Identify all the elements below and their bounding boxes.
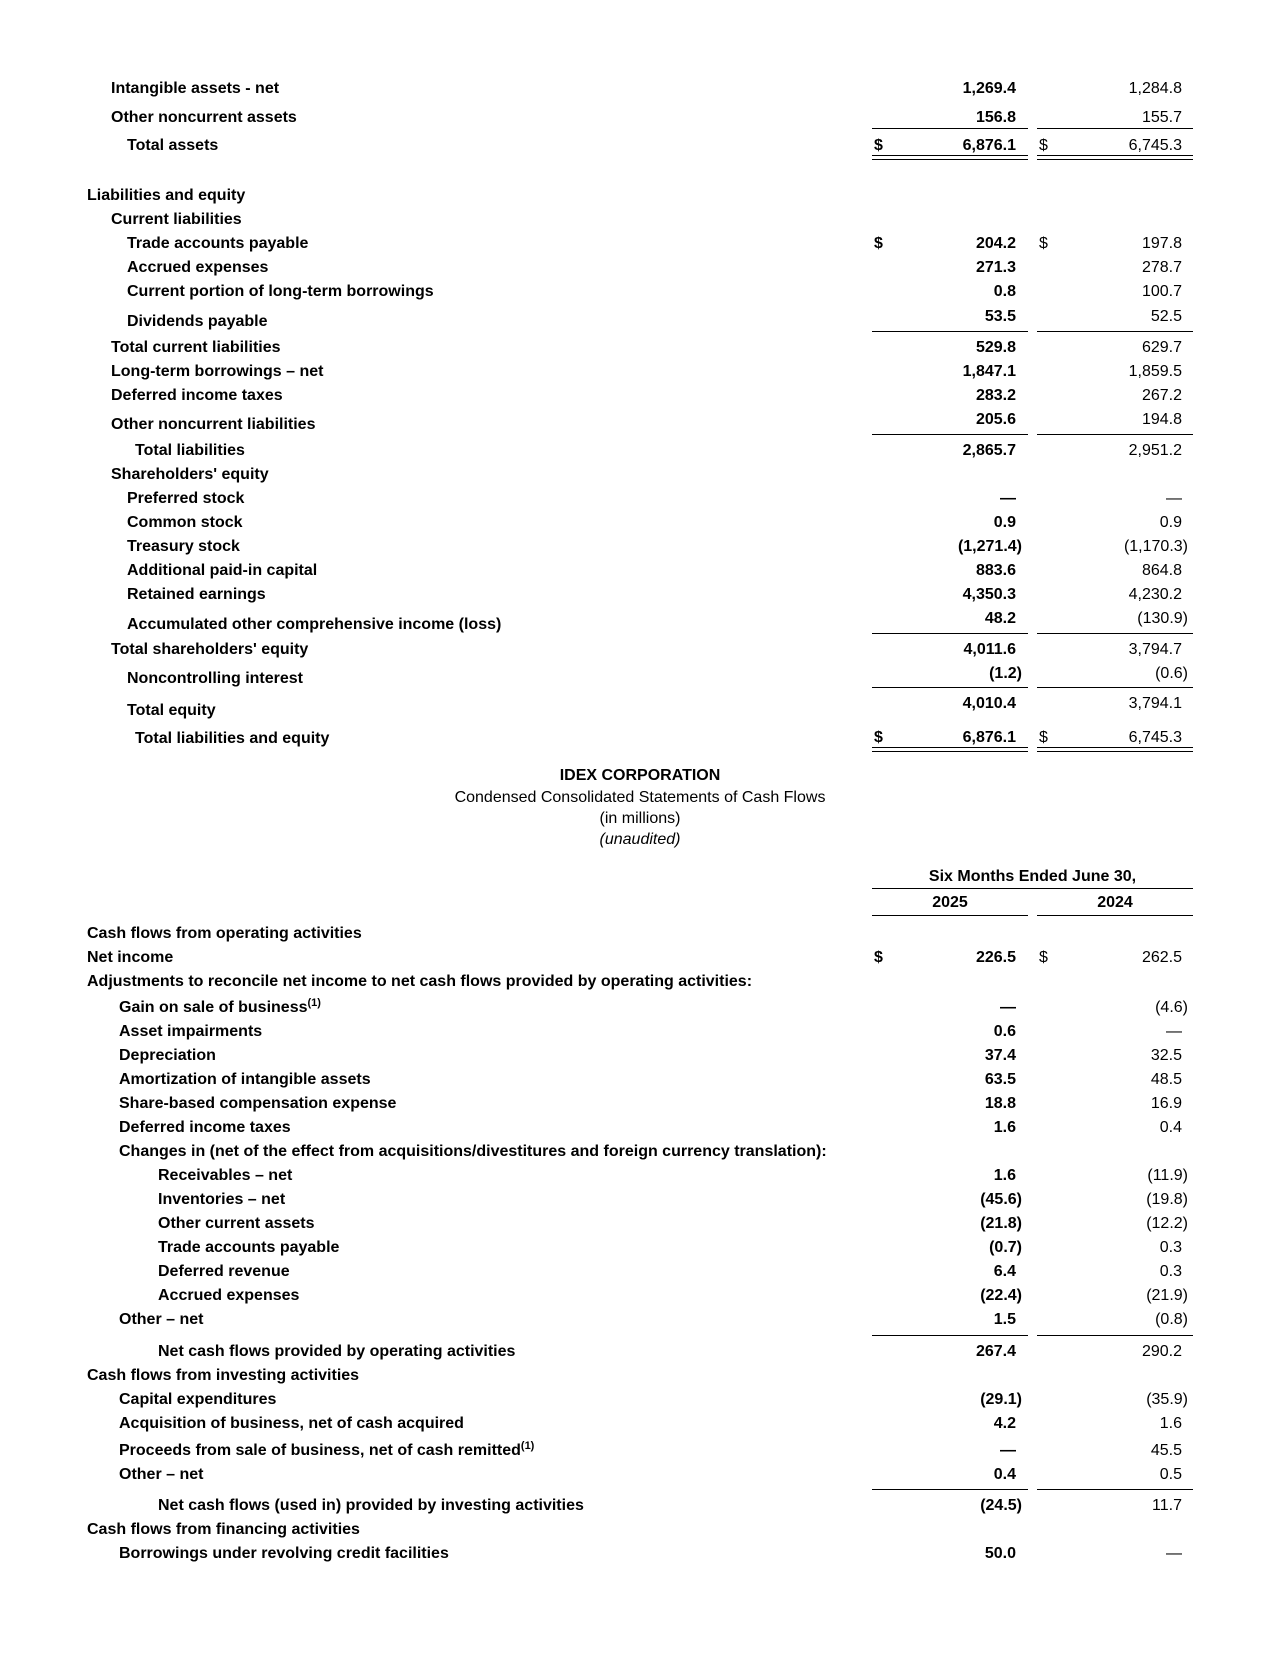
row-label: Net cash flows provided by operating activities bbox=[158, 1343, 516, 1360]
row-label: Preferred stock bbox=[127, 490, 245, 507]
subtotal-rule bbox=[1037, 687, 1193, 688]
row-other-net bbox=[0, 1308, 1280, 1332]
value-2024: 11.7 bbox=[1152, 1497, 1182, 1514]
section-liabilities-equity bbox=[0, 184, 1280, 208]
value-2025: (24.5) bbox=[980, 1497, 1022, 1514]
year-header-2025: 2025 bbox=[932, 894, 968, 911]
section-investing bbox=[0, 1364, 1280, 1388]
row-label: Other – net bbox=[119, 1466, 204, 1483]
value-2025: (1,271.4) bbox=[957, 538, 1022, 555]
value-2025: 0.6 bbox=[993, 1023, 1016, 1040]
value-2025: 226.5 bbox=[975, 949, 1016, 966]
value-2024: 0.3 bbox=[1159, 1263, 1182, 1280]
row-label: Total shareholders' equity bbox=[111, 641, 309, 658]
value-2025: 883.6 bbox=[975, 562, 1016, 579]
row-label: Total liabilities and equity bbox=[135, 730, 330, 747]
currency-symbol: $ bbox=[874, 235, 883, 252]
value-2025: 267.4 bbox=[975, 1343, 1016, 1360]
value-2024: — bbox=[1166, 1545, 1182, 1562]
section-operating bbox=[0, 922, 1280, 946]
row-proceeds-sale bbox=[0, 1439, 1280, 1463]
value-2024: — bbox=[1166, 490, 1182, 507]
row-inventories bbox=[0, 1188, 1280, 1212]
value-2024: 197.8 bbox=[1141, 235, 1182, 252]
value-2025: 53.5 bbox=[984, 308, 1016, 325]
row-label: Treasury stock bbox=[127, 538, 240, 555]
subtotal-rule bbox=[872, 331, 1028, 332]
row-deferred-revenue bbox=[0, 1260, 1280, 1284]
value-2024: (4.6) bbox=[1155, 999, 1188, 1016]
row-other-current-assets bbox=[0, 1212, 1280, 1236]
value-2024: 3,794.1 bbox=[1128, 695, 1182, 712]
row-label: Total current liabilities bbox=[111, 339, 281, 356]
row-label: Total assets bbox=[127, 137, 219, 154]
row-investing-other-net bbox=[0, 1463, 1280, 1487]
row-label: Other – net bbox=[119, 1311, 204, 1328]
value-2025: 0.4 bbox=[993, 1466, 1016, 1483]
header-rule bbox=[1037, 915, 1193, 916]
row-label: Net cash flows (used in) provided by investing activities bbox=[158, 1497, 584, 1514]
value-2024: 278.7 bbox=[1141, 259, 1182, 276]
row-aoci bbox=[0, 607, 1280, 631]
value-2024: 6,745.3 bbox=[1128, 729, 1182, 746]
total-double-rule bbox=[1037, 747, 1193, 752]
value-2024: 194.8 bbox=[1141, 411, 1182, 428]
value-2025: 6,876.1 bbox=[962, 137, 1016, 154]
section-title: Changes in (net of the effect from acquisitions/divestitures and foreign currency translation): bbox=[119, 1143, 827, 1160]
value-2024: (21.9) bbox=[1146, 1287, 1188, 1304]
row-deferred-income-taxes bbox=[0, 384, 1280, 408]
value-2024: (1,170.3) bbox=[1123, 538, 1188, 555]
row-depreciation bbox=[0, 1044, 1280, 1068]
value-2025: 6.4 bbox=[993, 1263, 1016, 1280]
row-total-current-liabilities bbox=[0, 336, 1280, 360]
footnote-marker: (1) bbox=[307, 997, 321, 1009]
value-2025: 204.2 bbox=[975, 235, 1016, 252]
row-preferred-stock bbox=[0, 487, 1280, 511]
row-acquisition bbox=[0, 1412, 1280, 1436]
label-text: Gain on sale of business bbox=[119, 999, 308, 1016]
currency-symbol: $ bbox=[874, 137, 883, 154]
subtotal-rule bbox=[872, 1335, 1028, 1336]
row-net-income bbox=[0, 946, 1280, 970]
row-intangible-assets bbox=[0, 77, 1280, 101]
value-2024: (0.6) bbox=[1155, 665, 1188, 682]
value-2024: 290.2 bbox=[1141, 1343, 1182, 1360]
row-label: Inventories – net bbox=[158, 1191, 286, 1208]
row-other-noncurrent-liabilities bbox=[0, 408, 1280, 432]
section-title: Current liabilities bbox=[111, 211, 242, 228]
value-2025: 2,865.7 bbox=[962, 442, 1016, 459]
value-2024: 2,951.2 bbox=[1128, 442, 1182, 459]
row-label: Deferred income taxes bbox=[111, 387, 283, 404]
value-2025: 37.4 bbox=[984, 1047, 1016, 1064]
currency-symbol: $ bbox=[1039, 729, 1048, 746]
value-2024: 155.7 bbox=[1141, 109, 1182, 126]
value-2024: (11.9) bbox=[1147, 1167, 1188, 1184]
section-title: Adjustments to reconcile net income to net cash flows provided by operating activities: bbox=[87, 973, 753, 990]
row-current-borrowings bbox=[0, 280, 1280, 304]
value-2025: 156.8 bbox=[975, 109, 1016, 126]
subtotal-rule bbox=[1037, 434, 1193, 435]
value-2024: 0.3 bbox=[1159, 1239, 1182, 1256]
value-2024: 48.5 bbox=[1150, 1071, 1182, 1088]
value-2025: (21.8) bbox=[980, 1215, 1022, 1232]
row-revolver-borrowings bbox=[0, 1542, 1280, 1566]
value-2024: 0.4 bbox=[1159, 1119, 1182, 1136]
statement-audit-status: (unaudited) bbox=[599, 831, 681, 848]
value-2024: 52.5 bbox=[1150, 308, 1182, 325]
row-net-operating bbox=[0, 1340, 1280, 1364]
value-2024: 629.7 bbox=[1141, 339, 1182, 356]
value-2024: 3,794.7 bbox=[1128, 641, 1182, 658]
period-header: Six Months Ended June 30, bbox=[928, 868, 1137, 885]
value-2025: 6,876.1 bbox=[962, 729, 1016, 746]
section-adjustments bbox=[0, 970, 1280, 994]
value-2025: (45.6) bbox=[980, 1191, 1022, 1208]
value-2024: 1,859.5 bbox=[1128, 363, 1182, 380]
value-2024: 45.5 bbox=[1150, 1442, 1182, 1459]
currency-symbol: $ bbox=[874, 729, 883, 746]
row-total-equity bbox=[0, 692, 1280, 719]
value-2025: 4,011.6 bbox=[963, 641, 1016, 658]
value-2024: — bbox=[1166, 1023, 1182, 1040]
row-label: Intangible assets - net bbox=[111, 80, 280, 97]
row-share-based-comp bbox=[0, 1092, 1280, 1116]
value-2025: 50.0 bbox=[984, 1545, 1016, 1562]
value-2025: (1.2) bbox=[989, 665, 1022, 682]
row-label: Other noncurrent liabilities bbox=[111, 416, 316, 433]
row-label: Share-based compensation expense bbox=[119, 1095, 397, 1112]
row-label: Total equity bbox=[127, 702, 216, 719]
section-current-liabilities bbox=[0, 208, 1280, 232]
statement-title: Condensed Consolidated Statements of Cash Flows bbox=[454, 789, 826, 806]
section-working-capital-changes bbox=[0, 1140, 1280, 1164]
row-label: Deferred income taxes bbox=[119, 1119, 291, 1136]
value-2025: 529.8 bbox=[975, 339, 1016, 356]
row-label: Accrued expenses bbox=[127, 259, 269, 276]
row-treasury-stock bbox=[0, 535, 1280, 559]
value-2024: (12.2) bbox=[1146, 1215, 1188, 1232]
row-label bbox=[119, 1442, 534, 1460]
row-label: Deferred revenue bbox=[158, 1263, 290, 1280]
section-title: Cash flows from investing activities bbox=[87, 1367, 360, 1384]
subtotal-rule bbox=[1037, 331, 1193, 332]
section-title: Liabilities and equity bbox=[87, 187, 246, 204]
row-capital-expenditures bbox=[0, 1388, 1280, 1412]
value-2024: 6,745.3 bbox=[1128, 137, 1182, 154]
value-2024: 0.5 bbox=[1159, 1466, 1182, 1483]
value-2025: — bbox=[1000, 1442, 1016, 1459]
row-label: Trade accounts payable bbox=[127, 235, 309, 252]
value-2025: 63.5 bbox=[984, 1071, 1016, 1088]
value-2025: 48.2 bbox=[984, 610, 1016, 627]
row-label bbox=[119, 999, 321, 1017]
subtotal-rule bbox=[872, 687, 1028, 688]
value-2024: 0.9 bbox=[1159, 514, 1182, 531]
row-lt-borrowings bbox=[0, 360, 1280, 384]
statement-units: (in millions) bbox=[599, 810, 681, 827]
section-title: Shareholders' equity bbox=[111, 466, 269, 483]
row-label: Borrowings under revolving credit facilities bbox=[119, 1545, 449, 1562]
row-label: Accrued expenses bbox=[158, 1287, 300, 1304]
row-accrued-expenses bbox=[0, 256, 1280, 280]
value-2025: 283.2 bbox=[975, 387, 1016, 404]
label-text: Proceeds from sale of business, net of cash remitted bbox=[119, 1442, 521, 1459]
header-rule bbox=[872, 888, 1193, 889]
row-label: Dividends payable bbox=[127, 313, 268, 330]
row-label: Noncontrolling interest bbox=[127, 670, 303, 687]
row-label: Capital expenditures bbox=[119, 1391, 277, 1408]
value-2025: 4,010.4 bbox=[962, 695, 1016, 712]
row-accrued-expenses bbox=[0, 1284, 1280, 1308]
subtotal-rule bbox=[872, 633, 1028, 634]
subtotal-rule bbox=[872, 128, 1028, 129]
value-2024: 864.8 bbox=[1141, 562, 1182, 579]
row-gain-on-sale bbox=[0, 996, 1280, 1020]
value-2025: 271.3 bbox=[975, 259, 1016, 276]
header-rule bbox=[872, 915, 1028, 916]
total-double-rule bbox=[872, 747, 1028, 752]
value-2024: 16.9 bbox=[1150, 1095, 1182, 1112]
row-trade-payable bbox=[0, 232, 1280, 256]
value-2025: 205.6 bbox=[975, 411, 1016, 428]
value-2024: 1.6 bbox=[1159, 1415, 1182, 1432]
value-2025: 1.6 bbox=[993, 1167, 1016, 1184]
subtotal-rule bbox=[1037, 1335, 1193, 1336]
subtotal-rule bbox=[872, 434, 1028, 435]
value-2025: 18.8 bbox=[984, 1095, 1016, 1112]
value-2025: — bbox=[1000, 999, 1016, 1016]
value-2025: 1.5 bbox=[993, 1311, 1016, 1328]
value-2024: 4,230.2 bbox=[1128, 586, 1182, 603]
row-label: Long-term borrowings – net bbox=[111, 363, 324, 380]
value-2025: 1,847.1 bbox=[962, 363, 1016, 380]
row-label: Common stock bbox=[127, 514, 243, 531]
row-label: Current portion of long-term borrowings bbox=[127, 283, 434, 300]
value-2025: (29.1) bbox=[980, 1391, 1022, 1408]
row-label: Other current assets bbox=[158, 1215, 315, 1232]
row-label: Receivables – net bbox=[158, 1167, 293, 1184]
value-2024: 267.2 bbox=[1141, 387, 1182, 404]
value-2024: 1,284.8 bbox=[1128, 80, 1182, 97]
row-label: Additional paid-in capital bbox=[127, 562, 318, 579]
row-amortization bbox=[0, 1068, 1280, 1092]
subtotal-rule bbox=[1037, 128, 1193, 129]
value-2025: 4.2 bbox=[993, 1415, 1016, 1432]
row-label: Other noncurrent assets bbox=[111, 109, 297, 126]
value-2024: 32.5 bbox=[1150, 1047, 1182, 1064]
total-double-rule bbox=[1037, 155, 1193, 160]
value-2025: 1.6 bbox=[993, 1119, 1016, 1136]
row-other-noncurrent-assets bbox=[0, 106, 1280, 130]
value-2024: (130.9) bbox=[1137, 610, 1188, 627]
row-label: Asset impairments bbox=[119, 1023, 263, 1040]
value-2025: — bbox=[1000, 490, 1016, 507]
row-trade-accounts-payable bbox=[0, 1236, 1280, 1260]
currency-symbol: $ bbox=[1039, 235, 1048, 252]
value-2024: (0.8) bbox=[1155, 1311, 1188, 1328]
currency-symbol: $ bbox=[1039, 949, 1048, 966]
total-double-rule bbox=[872, 155, 1028, 160]
row-receivables bbox=[0, 1164, 1280, 1188]
subtotal-rule bbox=[1037, 633, 1193, 634]
value-2025: (22.4) bbox=[980, 1287, 1022, 1304]
year-header-2024: 2024 bbox=[1097, 894, 1133, 911]
row-total-liabilities bbox=[0, 439, 1280, 463]
row-dividends-payable bbox=[0, 305, 1280, 329]
company-name: IDEX CORPORATION bbox=[559, 767, 721, 784]
currency-symbol: $ bbox=[1039, 137, 1048, 154]
row-label: Retained earnings bbox=[127, 586, 266, 603]
value-2025: 4,350.3 bbox=[962, 586, 1016, 603]
row-label: Total liabilities bbox=[135, 442, 245, 459]
section-title: Cash flows from financing activities bbox=[87, 1521, 360, 1538]
value-2024: (19.8) bbox=[1146, 1191, 1188, 1208]
row-common-stock bbox=[0, 511, 1280, 535]
value-2024: 262.5 bbox=[1141, 949, 1182, 966]
value-2024: (35.9) bbox=[1146, 1391, 1188, 1408]
value-2025: 1,269.4 bbox=[962, 80, 1016, 97]
section-shareholders-equity bbox=[0, 463, 1280, 487]
footnote-marker: (1) bbox=[520, 1440, 535, 1452]
row-noncontrolling-interest bbox=[0, 662, 1280, 686]
section-financing bbox=[0, 1518, 1280, 1542]
row-label: Net income bbox=[87, 949, 174, 966]
value-2025: (0.7) bbox=[989, 1239, 1022, 1256]
subtotal-rule bbox=[872, 1489, 1028, 1490]
row-apic bbox=[0, 559, 1280, 583]
row-total-shareholders-equity bbox=[0, 638, 1280, 662]
row-net-investing bbox=[0, 1494, 1280, 1518]
row-label: Trade accounts payable bbox=[158, 1239, 340, 1256]
subtotal-rule bbox=[1037, 1489, 1193, 1490]
value-2025: 0.9 bbox=[993, 514, 1016, 531]
row-label: Accumulated other comprehensive income (loss) bbox=[127, 616, 502, 633]
value-2025: 0.8 bbox=[993, 283, 1016, 300]
row-deferred-income-taxes bbox=[0, 1116, 1280, 1140]
row-label: Acquisition of business, net of cash acquired bbox=[119, 1415, 464, 1432]
row-label: Depreciation bbox=[119, 1047, 216, 1064]
value-2024: 100.7 bbox=[1141, 283, 1182, 300]
row-retained-earnings bbox=[0, 583, 1280, 607]
section-title: Cash flows from operating activities bbox=[87, 925, 362, 942]
row-label: Amortization of intangible assets bbox=[119, 1071, 371, 1088]
row-asset-impairments bbox=[0, 1020, 1280, 1044]
currency-symbol: $ bbox=[874, 949, 883, 966]
